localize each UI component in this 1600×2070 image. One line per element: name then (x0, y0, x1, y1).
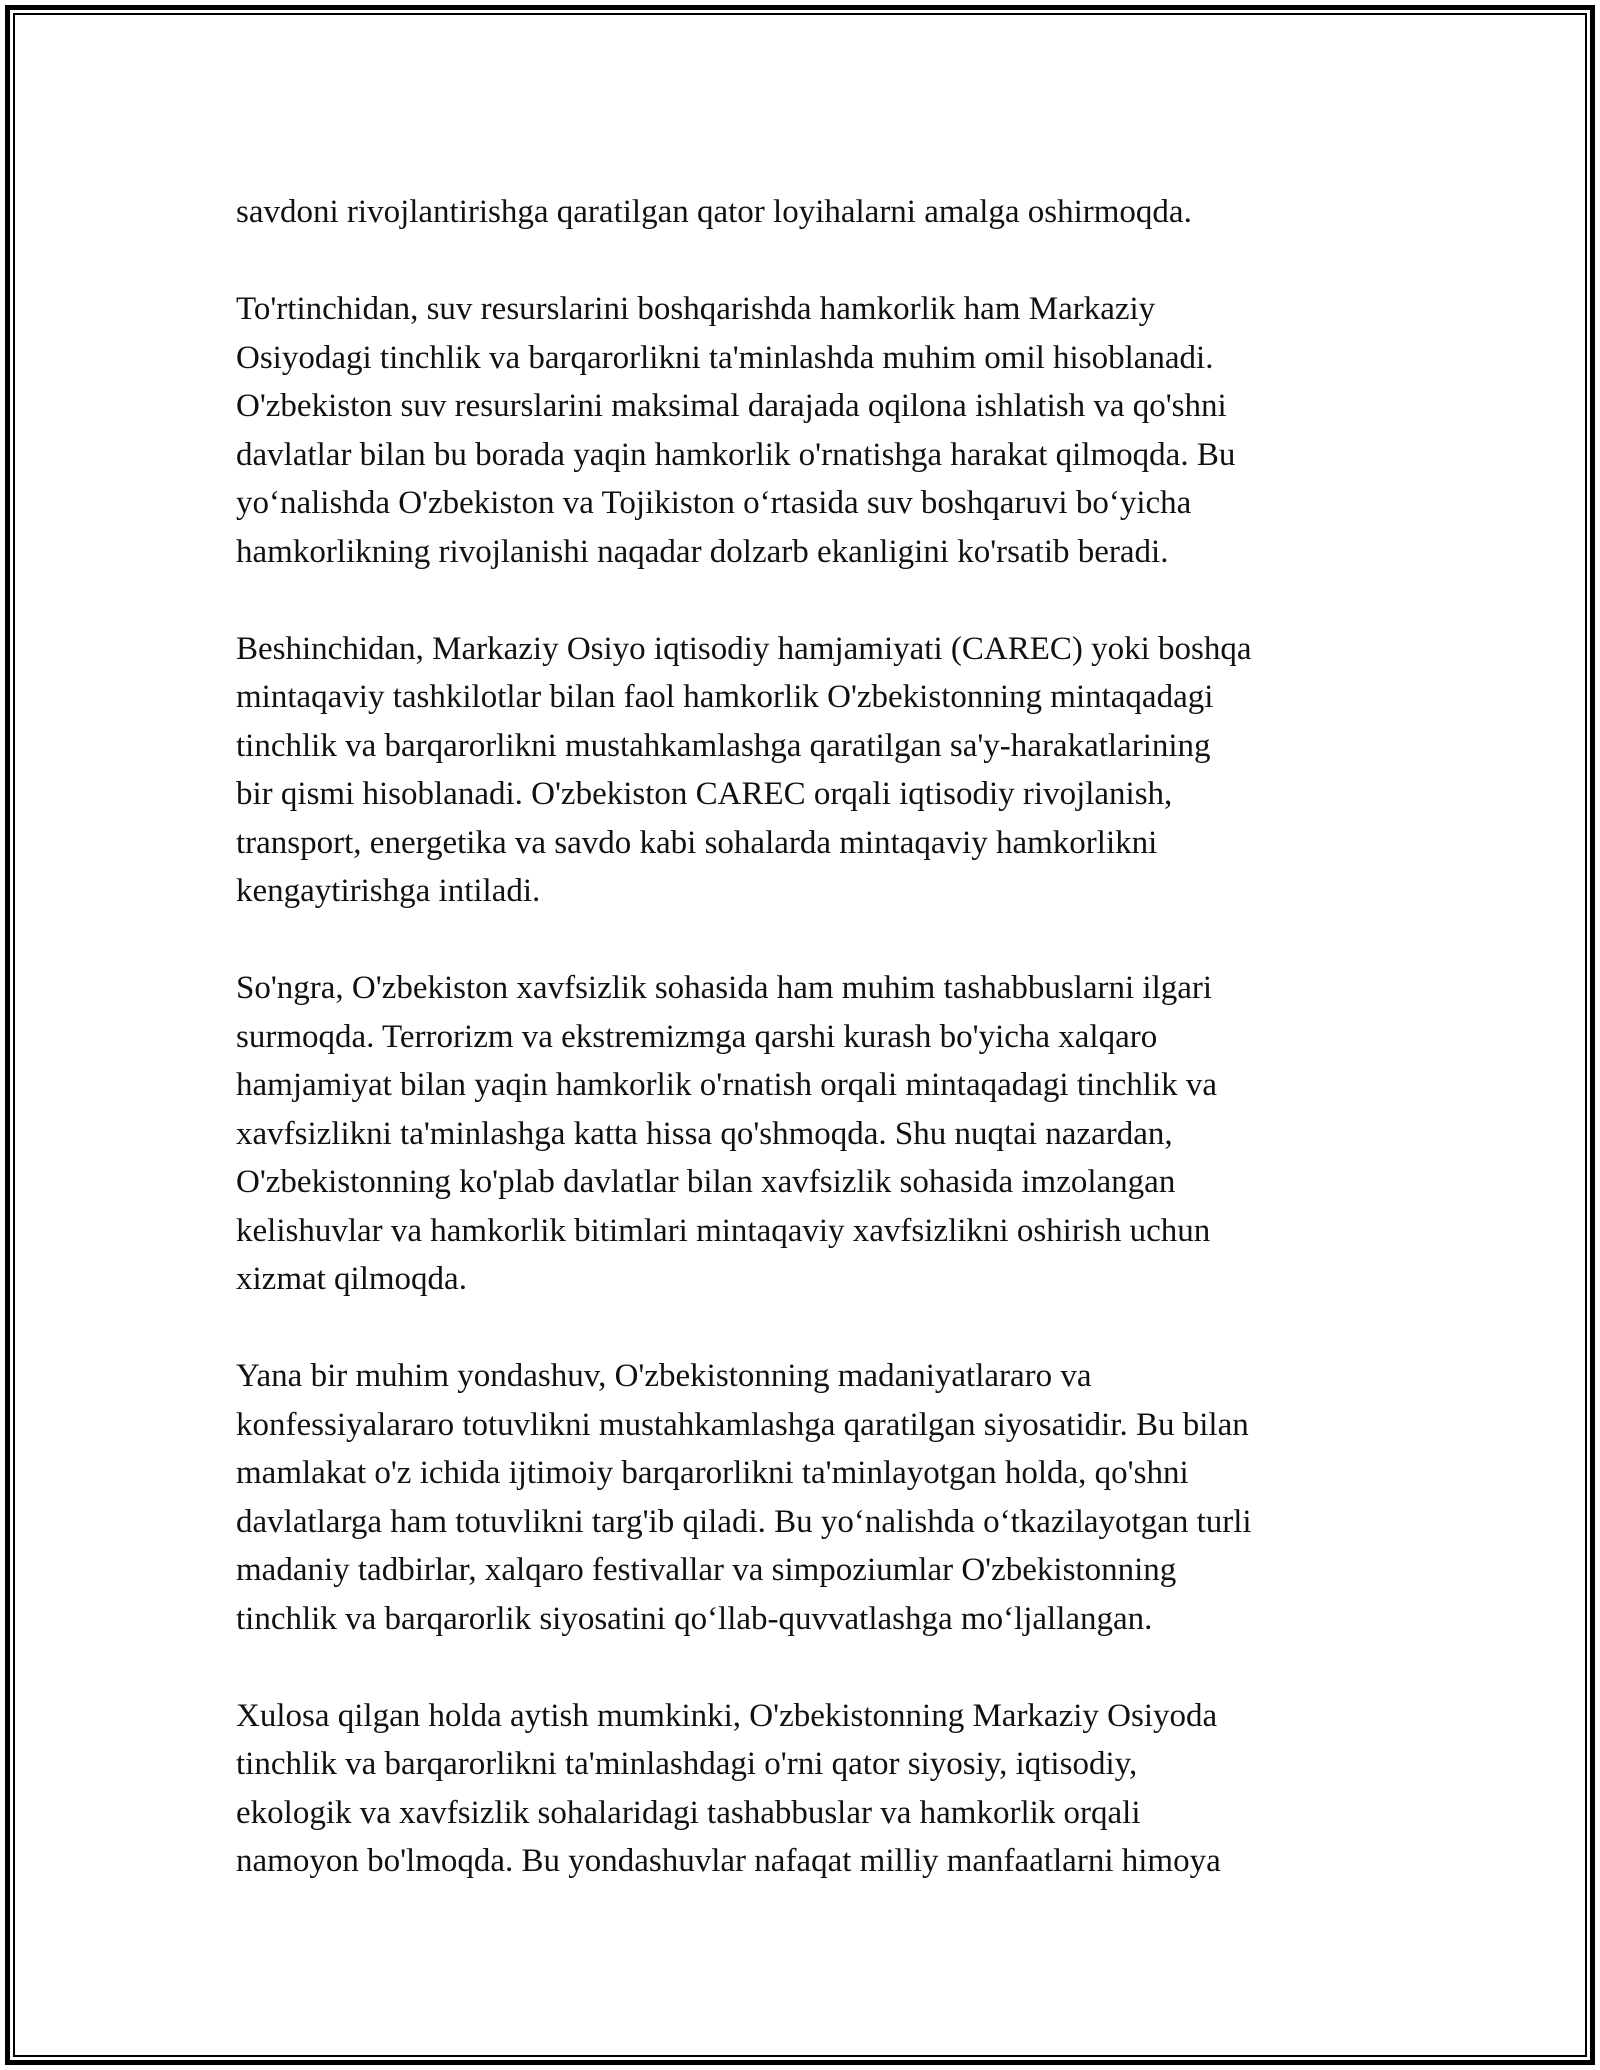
text-line: O'zbekistonning ko'plab davlatlar bilan xavfsizlik sohasida imzolangan (236, 1164, 1176, 1200)
text-line: tinchlik va barqarorlikni ta'minlashdagi o'rni qator siyosiy, iqtisodiy, (236, 1746, 1138, 1782)
paragraph (236, 1692, 1396, 1886)
paragraph (236, 188, 1396, 237)
text-line: surmoqda. Terrorizm va ekstremizmga qarshi kurash bo'yicha xalqaro (236, 1018, 1158, 1055)
document-body (236, 188, 1396, 1934)
paragraph (236, 1352, 1396, 1643)
text-line: mintaqaviy tashkilotlar bilan faol hamkorlik O'zbekistonning mintaqadagi (236, 679, 1214, 715)
text-line: kelishuvlar va hamkorlik bitimlari mintaqaviy xavfsizlikni oshirish uchun (236, 1212, 1211, 1249)
text-line: yo‘nalishda O'zbekiston va Tojikiston o‘rtasida suv boshqaruvi bo‘yicha (236, 485, 1192, 521)
text-line: savdoni rivojlantirishga qaratilgan qator loyihalarni amalga oshirmoqda. (236, 194, 1192, 230)
paragraph (236, 625, 1396, 916)
text-line: Beshinchidan, Markaziy Osiyo iqtisodiy hamjamiyati (CAREC) yoki boshqa (236, 630, 1252, 667)
text-line: davlatlarga ham totuvlikni targ'ib qiladi. Bu yo‘nalishda o‘tkazilayotgan turli (236, 1503, 1252, 1540)
text-line: O'zbekiston suv resurslarini maksimal darajada oqilona ishlatish va qo'shni (236, 388, 1227, 424)
text-line: konfessiyalararo totuvlikni mustahkamlashga qaratilgan siyosatidir. Bu bilan (236, 1406, 1249, 1443)
text-line: To'rtinchidan, suv resurslarini boshqarishda hamkorlik ham Markaziy (236, 291, 1156, 327)
text-line: Osiyodagi tinchlik va barqarorlikni ta'minlashda muhim omil hisoblanadi. (236, 339, 1214, 376)
paragraph (236, 285, 1396, 576)
text-line: madaniy tadbirlar, xalqaro festivallar va simpoziumlar O'zbekistonning (236, 1552, 1177, 1588)
text-line: kengaytirishga intiladi. (236, 873, 541, 909)
text-line: namoyon bo'lmoqda. Bu yondashuvlar nafaqat milliy manfaatlarni himoya (236, 1843, 1221, 1879)
text-line: davlatlar bilan bu borada yaqin hamkorlik o'rnatishga harakat qilmoqda. Bu (236, 436, 1236, 473)
paragraph (236, 964, 1396, 1304)
text-line: Xulosa qilgan holda aytish mumkinki, O'zbekistonning Markaziy Osiyoda (236, 1697, 1218, 1734)
text-line: tinchlik va barqarorlikni mustahkamlashga qaratilgan sa'y-harakatlarining (236, 727, 1211, 764)
text-line: xavfsizlikni ta'minlashga katta hissa qo'shmoqda. Shu nuqtai nazardan, (236, 1115, 1173, 1152)
text-line: tinchlik va barqarorlik siyosatini qo‘llab-quvvatlashga mo‘ljallangan. (236, 1600, 1153, 1637)
text-line: So'ngra, O'zbekiston xavfsizlik sohasida ham muhim tashabbuslarni ilgari (236, 970, 1213, 1006)
text-line: Yana bir muhim yondashuv, O'zbekistonning madaniyatlararo va (236, 1358, 1092, 1394)
text-line: mamlakat o'z ichida ijtimoiy barqarorlikni ta'minlayotgan holda, qo'shni (236, 1455, 1189, 1491)
text-line: ekologik va xavfsizlik sohalaridagi tashabbuslar va hamkorlik orqali (236, 1794, 1141, 1831)
text-line: xizmat qilmoqda. (236, 1261, 467, 1297)
text-line: hamkorlikning rivojlanishi naqadar dolzarb ekanligini ko'rsatib beradi. (236, 533, 1169, 570)
text-line: hamjamiyat bilan yaqin hamkorlik o'rnatish orqali mintaqadagi tinchlik va (236, 1067, 1218, 1103)
text-line: bir qismi hisoblanadi. O'zbekiston CAREC orqali iqtisodiy rivojlanish, (236, 776, 1173, 812)
text-line: transport, energetika va savdo kabi sohalarda mintaqaviy hamkorlikni (236, 824, 1158, 861)
